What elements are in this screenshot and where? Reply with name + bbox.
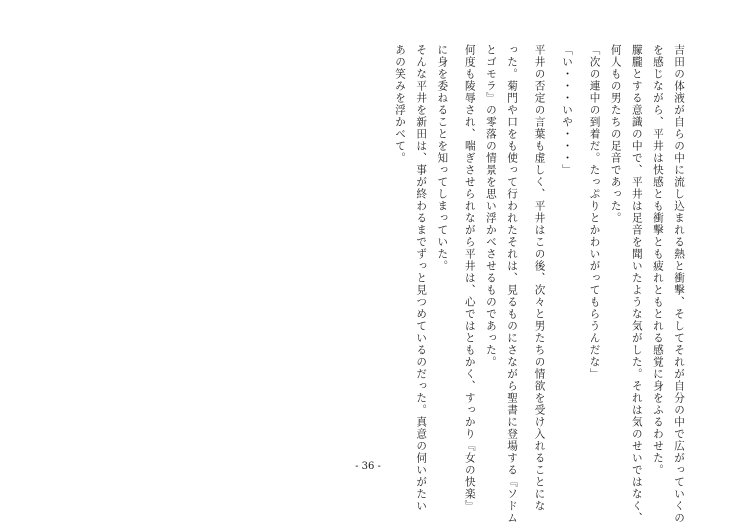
text-line-5: 「次の連中の到着だ。たっぷりとかわいがってもらうんだな」: [588, 44, 601, 380]
text-line-7: 平井の否定の言葉も虚しく、平井はこの後、次々と男たちの情欲を受け入れることにな: [533, 44, 546, 512]
vertical-text-body: [384, 44, 685, 524]
text-line-12: そんな平井を新田は、事が終わるまでずっと見つめているのだった。真意の伺いがたい: [415, 44, 428, 512]
text-line-10: 何度も陵辱され、喘ぎさせられながら平井は、心ではともかく、すっかり『女の快楽』: [463, 44, 476, 512]
text-line-9: とゴモラ』の零落の情景を思い浮かべさせるものであった。: [484, 44, 497, 368]
text-line-2: を感じながら、平井は快感とも衝撃とも疲れともとれる感覚に身をふるわせた。: [651, 44, 664, 476]
text-line-13: あの笑みを浮かべて。: [394, 44, 407, 164]
text-line-1: 吉田の体液が自らの中に流し込まれる熱と衝撃、そしてそれが自分の中で広がっていくの: [673, 44, 685, 524]
text-line-11: に身を委ねることを知ってしまっていた。: [436, 44, 449, 272]
text-line-8: った。菊門や口をも使って行われたそれは、見るものにさながら聖書に登場する『ソドム: [506, 44, 519, 524]
text-line-4: 何人もの男たちの足音であった。: [609, 44, 622, 224]
text-line-6: 「い・・・いや・・・」: [561, 44, 574, 176]
page-number: - 36 -: [355, 461, 381, 472]
text-line-3: 朦朧とする意識の中で、平井は足音を聞いたような気がした。それは気のせいではなく、: [630, 44, 643, 524]
